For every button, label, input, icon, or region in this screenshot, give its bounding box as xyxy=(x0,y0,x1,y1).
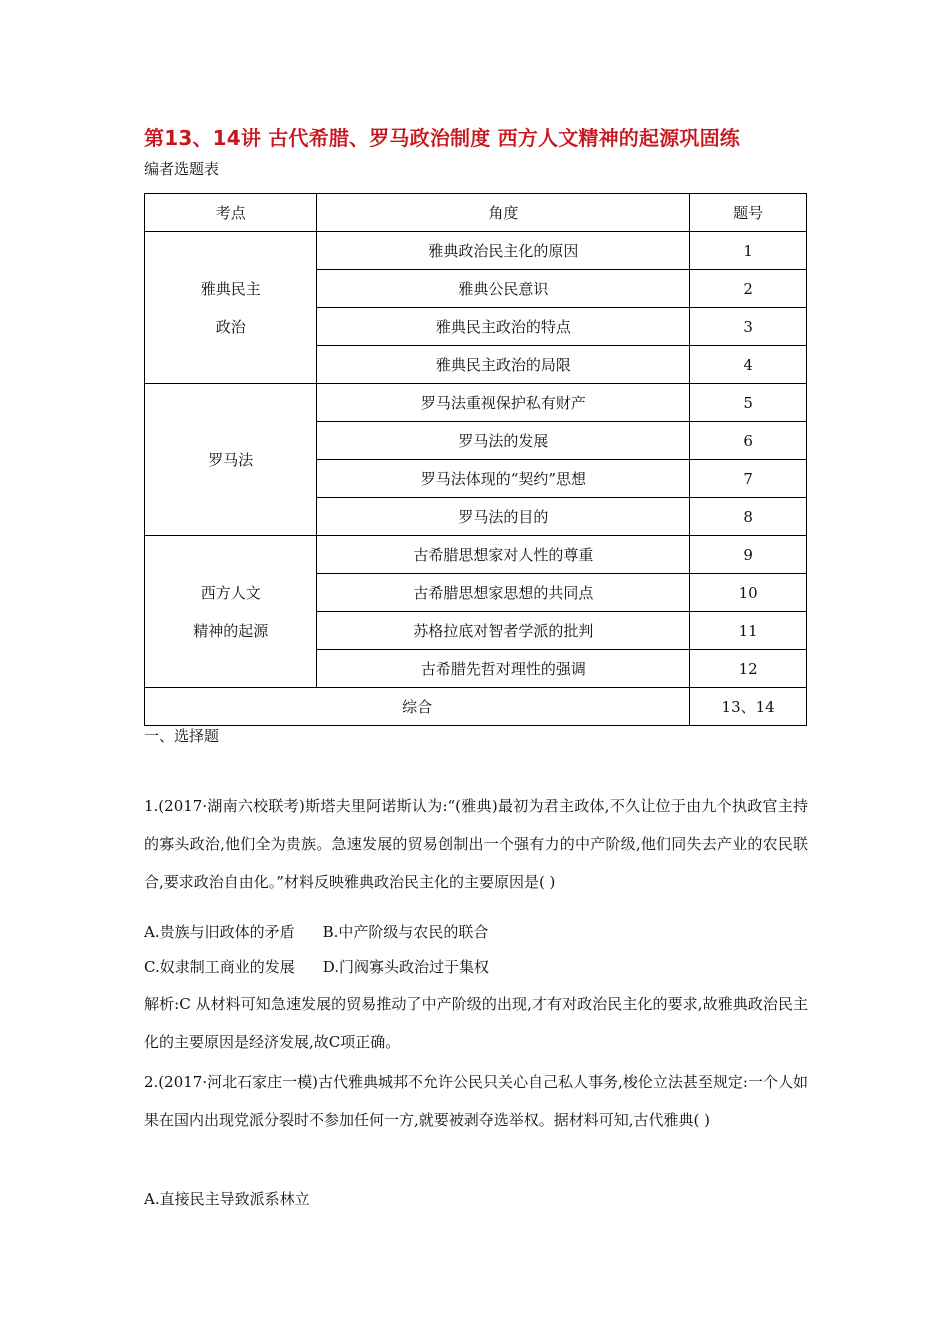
topic-cell-roman-law: 罗马法 xyxy=(145,384,317,536)
table-row xyxy=(145,384,807,422)
number-cell: 3 xyxy=(690,308,807,346)
question-1-options-row-2 xyxy=(144,950,808,984)
angle-cell: 古希腊思想家思想的共同点 xyxy=(317,574,690,612)
angle-cell: 雅典公民意识 xyxy=(317,270,690,308)
header-number: 题号 xyxy=(690,194,807,232)
question-1-stem: 1.(2017·湖南六校联考)斯塔夫里阿诺斯认为:“(雅典)最初为君主政体,不久让位于由九个执政官主持的寡头政治,他们全为贵族。急速发展的贸易创制出一个强有力的中产阶级,他们同失去产业的农民联合,要求政治自由化。”材料反映雅典政治民主化的主要原因是( ) xyxy=(144,797,808,891)
number-cell: 7 xyxy=(690,460,807,498)
angle-cell: 罗马法重视保护私有财产 xyxy=(317,384,690,422)
question-2-stem: 2.(2017·河北石家庄一模)古代雅典城邦不允许公民只关心自己私人事务,梭伦立法甚至规定:一个人如果在国内出现党派分裂时不参加任何一方,就要被剥夺选举权。据材料可知,古代雅典( ) xyxy=(144,1073,808,1129)
angle-cell: 罗马法体现的“契约”思想 xyxy=(317,460,690,498)
table-row xyxy=(145,536,807,574)
angle-cell: 罗马法的发展 xyxy=(317,422,690,460)
summary-number: 13、14 xyxy=(690,688,807,726)
angle-cell: 古希腊思想家对人性的尊重 xyxy=(317,536,690,574)
angle-cell: 雅典政治民主化的原因 xyxy=(317,232,690,270)
angle-cell: 罗马法的目的 xyxy=(317,498,690,536)
section-heading: 一、选择题 xyxy=(144,727,220,745)
table-caption: 编者选题表 xyxy=(144,160,220,178)
summary-label: 综合 xyxy=(145,688,690,726)
header-topic: 考点 xyxy=(145,194,317,232)
number-cell: 12 xyxy=(690,650,807,688)
number-cell: 8 xyxy=(690,498,807,536)
number-cell: 1 xyxy=(690,232,807,270)
number-cell: 9 xyxy=(690,536,807,574)
header-angle: 角度 xyxy=(317,194,690,232)
angle-cell: 雅典民主政治的局限 xyxy=(317,346,690,384)
number-cell: 10 xyxy=(690,574,807,612)
option-b: B.中产阶级与农民的联合 xyxy=(322,923,489,941)
table-header-row xyxy=(145,194,807,232)
question-1-analysis: 解析:C 从材料可知急速发展的贸易推动了中产阶级的出现,才有对政治民主化的要求,故雅典政治民主化的主要原因是经济发展,故C项正确。 xyxy=(144,995,808,1051)
option-d: D.门阀寡头政治过于集权 xyxy=(322,958,489,976)
option-a: A.贵族与旧政体的矛盾 xyxy=(144,923,295,941)
table-row xyxy=(145,232,807,270)
number-cell: 6 xyxy=(690,422,807,460)
angle-cell: 古希腊先哲对理性的强调 xyxy=(317,650,690,688)
angle-cell: 雅典民主政治的特点 xyxy=(317,308,690,346)
question-1-options-row-1 xyxy=(144,915,808,949)
table-summary-row xyxy=(145,688,807,726)
angle-cell: 苏格拉底对智者学派的批判 xyxy=(317,612,690,650)
number-cell: 11 xyxy=(690,612,807,650)
question-2-option-a: A.直接民主导致派系林立 xyxy=(144,1190,310,1208)
number-cell: 4 xyxy=(690,346,807,384)
topic-cell-athens: 雅典民主 政治 xyxy=(145,232,317,384)
document-title: 第13、14讲 古代希腊、罗马政治制度 西方人文精神的起源巩固练 xyxy=(144,126,740,150)
topic-cell-humanism: 西方人文 精神的起源 xyxy=(145,536,317,688)
number-cell: 5 xyxy=(690,384,807,422)
number-cell: 2 xyxy=(690,270,807,308)
topic-selection-table xyxy=(144,193,807,726)
option-c: C.奴隶制工商业的发展 xyxy=(144,958,295,976)
